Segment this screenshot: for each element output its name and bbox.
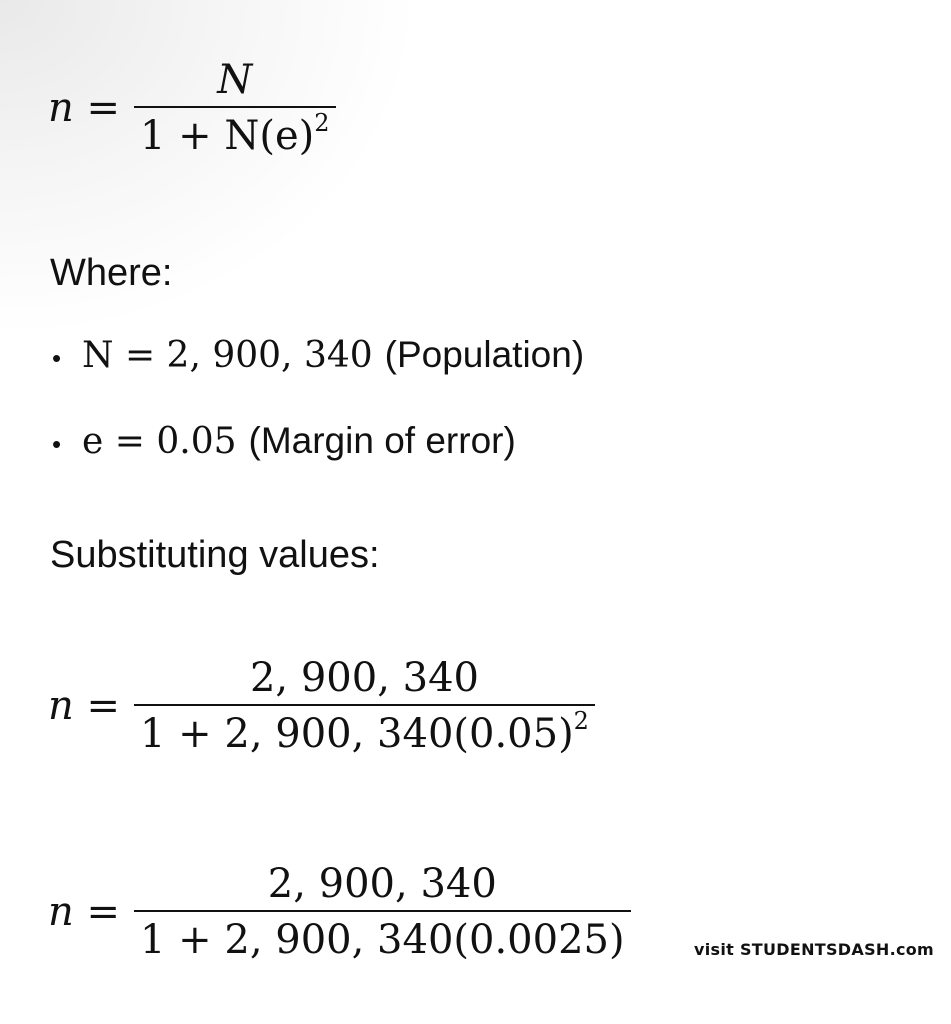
formula-denominator-exponent: 2: [314, 109, 330, 137]
bullet-marker: •: [52, 429, 62, 459]
formula-denominator-base: 1 + N(e): [140, 113, 315, 159]
substituting-heading: Substituting values:: [50, 534, 380, 576]
definition-population: [52, 334, 584, 376]
formula-numerator: N: [217, 57, 253, 103]
bullet-marker: •: [52, 343, 62, 373]
step1-numerator: 2, 900, 340: [249, 655, 479, 701]
step2-numerator: 2, 900, 340: [267, 861, 497, 907]
step2-denominator: 1 + 2, 900, 340(0.0025): [134, 910, 631, 962]
site-watermark: visit STUDENTSDASH.com: [694, 940, 935, 959]
formula-fraction: [134, 58, 336, 158]
sample-size-formula: [48, 58, 336, 158]
definition-population-math: N = 2, 900, 340: [82, 335, 373, 376]
step1-denominator-exponent: 2: [573, 707, 589, 735]
substitution-step-2: [48, 862, 631, 962]
where-heading: Where:: [50, 252, 173, 294]
step1-denominator-base: 1 + 2, 900, 340(0.05): [140, 711, 574, 757]
step1-fraction: [134, 656, 595, 756]
definition-margin-of-error-note: (Margin of error): [248, 420, 516, 461]
step1-lhs: n =: [48, 683, 120, 729]
step1-denominator: [134, 704, 595, 756]
definition-population-note: (Population): [384, 334, 585, 375]
formula-lhs: n =: [48, 85, 120, 131]
step2-lhs: n =: [48, 889, 120, 935]
substitution-step-1: [48, 656, 595, 756]
step2-fraction: [134, 862, 631, 962]
definition-margin-of-error: [52, 420, 516, 462]
formula-denominator: [134, 106, 336, 158]
definition-margin-of-error-math: e = 0.05: [82, 421, 237, 462]
